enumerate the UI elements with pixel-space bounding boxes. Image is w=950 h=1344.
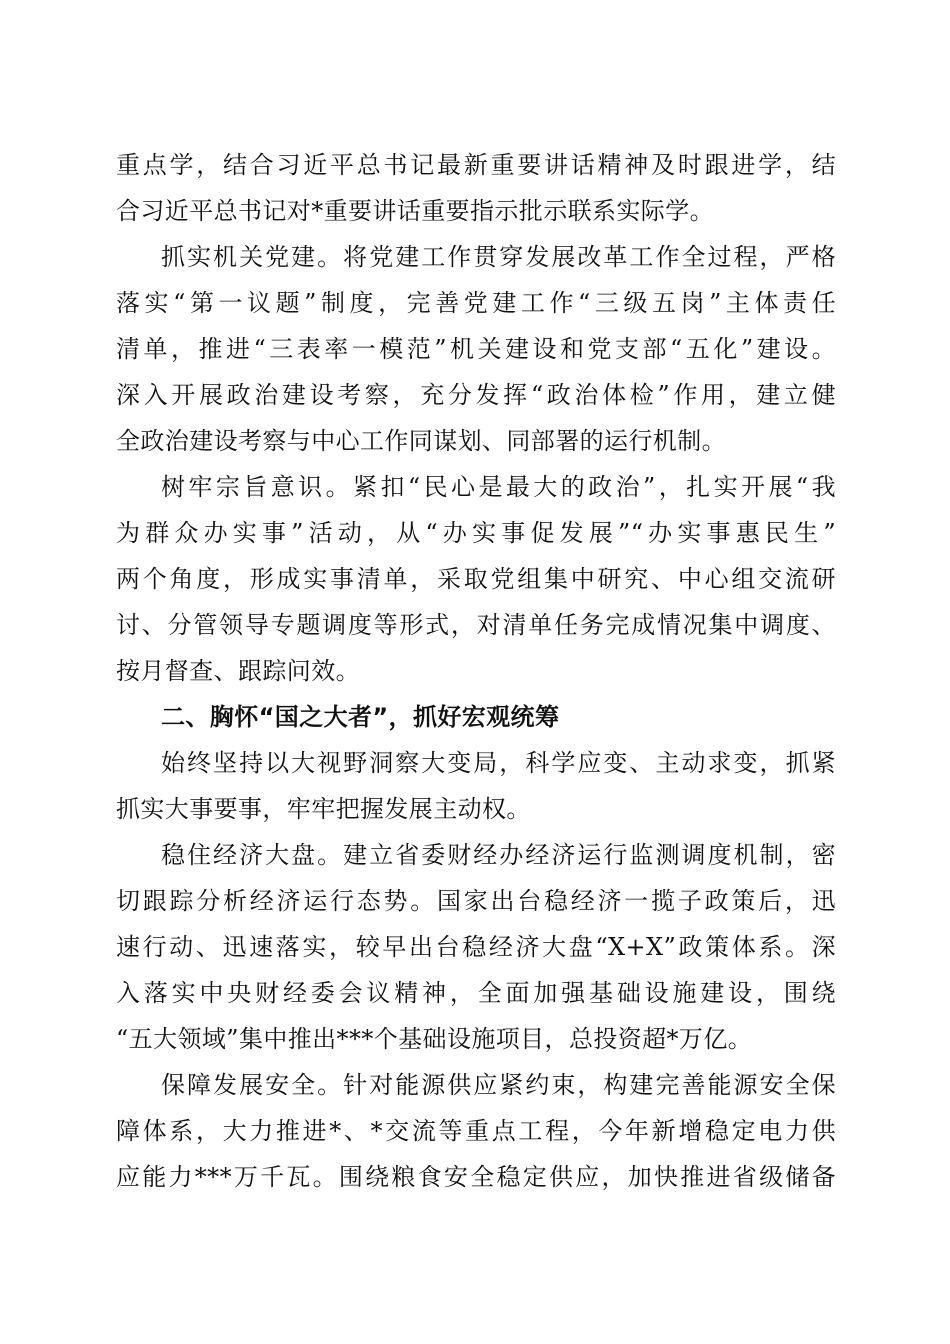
text-line: 清单，推进“三表率一模范”机关建设和党支部“五化”建设。 bbox=[116, 335, 836, 363]
text-line: 合习近平总书记对*重要讲话重要指示批示联系实际学。 bbox=[116, 197, 714, 225]
text-line: “五大领域”集中推出***个基础设施项目，总投资超*万亿。 bbox=[116, 1025, 753, 1053]
text-line: 全政治建设考察与中心工作同谋划、同部署的运行机制。 bbox=[116, 427, 726, 455]
text-line: 始终坚持以大视野洞察大变局，科学应变、主动求变，抓紧 bbox=[161, 749, 836, 777]
text-line: 落实“第一议题”制度，完善党建工作“三级五岗”主体责任 bbox=[116, 289, 836, 317]
text-line: 深入开展政治建设考察，充分发挥“政治体检”作用，建立健 bbox=[116, 381, 836, 409]
text-line: 入落实中央财经委会议精神，全面加强基础设施建设，围绕 bbox=[116, 979, 836, 1007]
paragraph-security bbox=[116, 1062, 836, 1200]
paragraph-party-building bbox=[116, 234, 836, 464]
document-page bbox=[116, 142, 836, 1200]
paragraph-section-intro bbox=[116, 740, 836, 832]
text-line: 讨、分管领导专题调度等形式，对清单任务完成情况集中调度、 bbox=[116, 611, 836, 639]
text-line: 保障发展安全。针对能源供应紧约束，构建完善能源安全保 bbox=[161, 1071, 836, 1099]
section-heading: 二、胸怀“国之大者”，抓好宏观统筹 bbox=[161, 703, 560, 731]
text-line: 抓实机关党建。将党建工作贯穿发展改革工作全过程，严格 bbox=[161, 243, 836, 271]
paragraph-study bbox=[116, 142, 836, 234]
text-line: 障体系，大力推进*、*交流等重点工程，今年新增稳定电力供 bbox=[116, 1117, 836, 1145]
paragraph-economy bbox=[116, 832, 836, 1062]
text-line: 切跟踪分析经济运行态势。国家出台稳经济一揽子政策后，迅 bbox=[116, 887, 836, 915]
text-line: 两个角度，形成实事清单，采取党组集中研究、中心组交流研 bbox=[116, 565, 836, 593]
text-line: 树牢宗旨意识。紧扣“民心是最大的政治”，扎实开展“我 bbox=[161, 473, 836, 501]
text-line: 重点学，结合习近平总书记最新重要讲话精神及时跟进学，结 bbox=[116, 151, 836, 179]
text-line: 速行动、迅速落实，较早出台稳经济大盘“X+X”政策体系。深 bbox=[116, 933, 836, 961]
text-line: 稳住经济大盘。建立省委财经办经济运行监测调度机制，密 bbox=[161, 841, 836, 869]
paragraph-purpose-awareness bbox=[116, 464, 836, 694]
text-line: 应能力***万千瓦。围绕粮食安全稳定供应，加快推进省级储备 bbox=[116, 1163, 836, 1191]
text-line: 按月督查、跟踪问效。 bbox=[116, 657, 360, 685]
text-line: 为群众办实事”活动，从“办实事促发展”“办实事惠民生” bbox=[116, 519, 836, 547]
text-line: 抓实大事要事，牢牢把握发展主动权。 bbox=[116, 795, 531, 823]
